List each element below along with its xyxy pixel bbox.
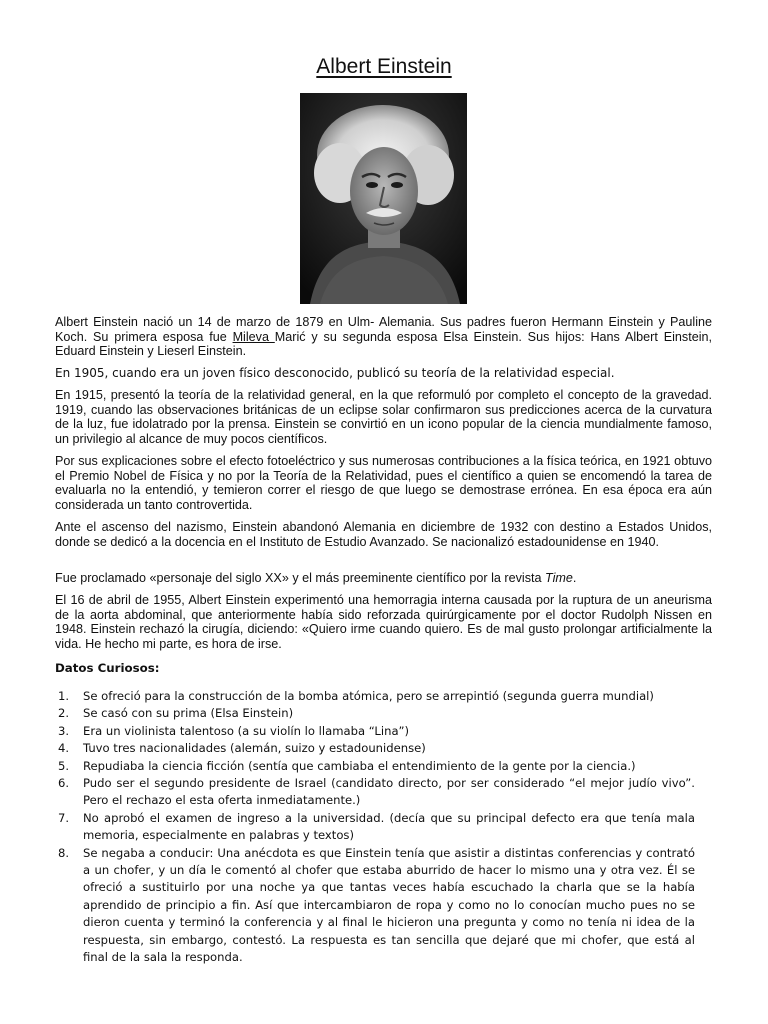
paragraph-birth <box>55 315 712 359</box>
list-item <box>55 723 695 740</box>
list-item <box>55 845 695 967</box>
list-item <box>55 688 695 705</box>
paragraph-1915: En 1915, presentó la teoría de la relatividad general, en la que reformuló por completo el concepto de la gravedad. 1919, cuando las observaciones británicas de un eclipse solar confirmaron sus predicciones acerca de la curvatura de la luz, fue idolatrado por la prensa. Einstein se convirtió en un icono popular de la ciencia mundialmente famoso, un privilegio al alcance de muy pocos científicos. <box>55 388 712 446</box>
paragraph-birth-part-a: Albert Einstein nació un 14 de marzo de 1879 en Ulm- Alemania. Sus padres fueron Hermann Einstein y Pauline Koch. Su primera esposa fue <box>55 315 712 344</box>
paragraph-time <box>55 571 712 586</box>
facts-heading: Datos Curiosos: <box>55 661 160 675</box>
list-item-text: No aprobó el examen de ingreso a la universidad. (decía que su principal defecto era que tenía mala memoria, especialmente en palabras y textos) <box>83 810 695 843</box>
paragraph-birth-part-b: Marić y su segunda esposa Elsa Einstein. Sus hijos: Hans Albert Einstein, Eduard Einstein y Lieserl Einstein. <box>55 329 712 359</box>
list-item-text: Pudo ser el segundo presidente de Israel (candidato directo, por ser considerado “el mejor judío vivo”. Pero el rechazo el esta oferta inmediatamente.) <box>83 776 695 808</box>
list-item-text: Se casó con su prima (Elsa Einstein) <box>83 706 294 721</box>
time-magazine-name: Time <box>545 571 573 585</box>
list-item <box>55 775 695 810</box>
page-title: Albert Einstein <box>316 55 452 78</box>
list-item <box>55 810 695 845</box>
paragraph-emigration: Ante el ascenso del nazismo, Einstein abandonó Alemania en diciembre de 1932 con destino a Estados Unidos, donde se dedicó a la docencia en el Instituto de Estudio Avanzado. Se nacionalizó estadounidense en 1940. <box>55 520 712 549</box>
list-item-text: Era un violinista talentoso (a su violín lo llamaba “Lina”) <box>83 723 410 738</box>
paragraph-time-part-a: Fue proclamado «personaje del siglo XX» y el más preeminente científico por la revista <box>55 571 546 585</box>
portrait-photo <box>300 93 467 304</box>
paragraph-time-part-b: . <box>572 571 577 585</box>
list-item-number: 7. <box>58 810 70 825</box>
paragraph-death: El 16 de abril de 1955, Albert Einstein experimentó una hemorragia interna causada por la ruptura de un aneurisma de la aorta abdominal, que anteriormente había sido reforzada quirúrgicamente por el doctor Rudolph Nissen en 1948. Einstein rechazó la cirugía, diciendo: «Quiero irme cuando quiero. Es de mal gusto prolongar artificialmente la vida. He hecho mi parte, es hora de irse. <box>55 593 712 651</box>
list-item <box>55 758 695 775</box>
list-item-number: 6. <box>58 776 70 791</box>
facts-list <box>55 688 695 967</box>
list-item-text: Se negaba a conducir: Una anécdota es que Einstein tenía que asistir a distintas conferencias y contrató a un chofer, y un día le comentó al chofer que estaba aburrido de hacer lo mismo una y otra vez. Él se ofreció a sustituirlo por una noche ya que tantas veces había escuchado la charla que se la había aprendido de principio a fin. Así que intercambiaron de ropa y como no lo conocían mucho pues no se dieron cuenta y terminó la conferencia y al final le hicieron una pregunta y como no tenía ni idea de la respuesta, sin embargo, contestó. La respuesta es tan sencilla que dejaré que mi chofer, que está al final de la sala la responda. <box>83 845 695 965</box>
list-item-number: 8. <box>58 845 70 860</box>
list-item-number: 2. <box>58 706 70 721</box>
einstein-portrait-illustration <box>300 93 467 304</box>
list-item-number: 3. <box>58 723 70 738</box>
list-item <box>55 740 695 757</box>
paragraph-1905: En 1905, cuando era un joven físico desconocido, publicó su teoría de la relatividad especial. <box>55 366 615 380</box>
list-item-number: 5. <box>58 758 70 773</box>
list-item-number: 1. <box>58 689 70 703</box>
mileva-link[interactable]: Mileva <box>232 329 275 344</box>
list-item <box>55 705 695 722</box>
list-item-number: 4. <box>58 741 70 756</box>
list-item-text: Tuvo tres nacionalidades (alemán, suizo y estadounidense) <box>83 741 426 756</box>
list-item-text: Repudiaba la ciencia ficción (sentía que cambiaba el entendimiento de la gente por la ciencia.) <box>83 758 636 773</box>
list-item-text: Se ofreció para la construcción de la bomba atómica, pero se arrepintió (segunda guerra mundial) <box>83 689 654 703</box>
paragraph-nobel: Por sus explicaciones sobre el efecto fotoeléctrico y sus numerosas contribuciones a la física teórica, en 1921 obtuvo el Premio Nobel de Física y no por la Teoría de la Relatividad, pues el científico a quien se encomendó la tarea de evaluarla no la entendió, y temieron correr el riesgo de que luego se demostrase errónea. En esa época era aún considerada un tanto controvertida. <box>55 454 712 512</box>
